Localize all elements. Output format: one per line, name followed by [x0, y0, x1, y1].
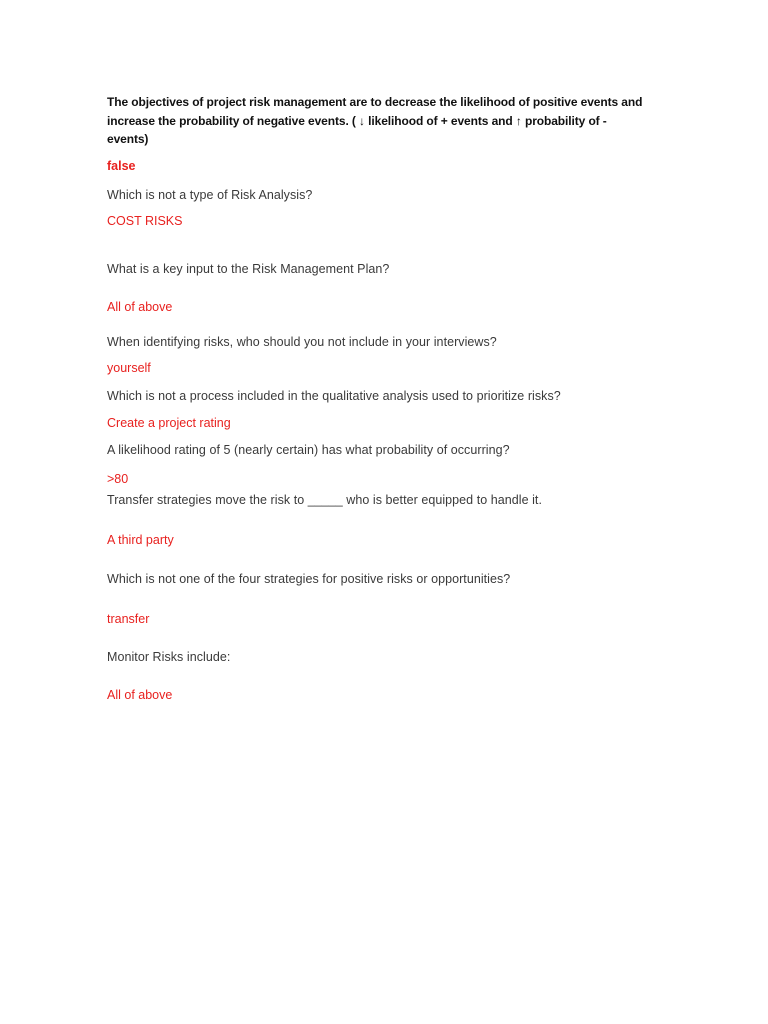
question-2: What is a key input to the Risk Management Plan?: [107, 262, 390, 276]
question-7: Which is not one of the four strategies for positive risks or opportunities?: [107, 572, 511, 586]
answer-6: A third party: [107, 533, 174, 547]
answer-8: All of above: [107, 688, 173, 702]
intro-line-3: events): [107, 132, 149, 146]
answer-5: >80: [107, 472, 129, 486]
intro-answer: false: [107, 159, 136, 173]
intro-question: [107, 93, 657, 149]
question-5: A likelihood rating of 5 (nearly certain) has what probability of occurring?: [107, 443, 510, 457]
answer-1: COST RISKS: [107, 214, 183, 228]
answer-7: transfer: [107, 612, 150, 626]
answer-4: Create a project rating: [107, 416, 231, 430]
intro-line-2: increase the probability of negative events. ( ↓ likelihood of + events and ↑ probability of -: [107, 113, 607, 128]
question-3: When identifying risks, who should you not include in your interviews?: [107, 335, 497, 349]
question-8: Monitor Risks include:: [107, 650, 231, 664]
question-6: Transfer strategies move the risk to _____ who is better equipped to handle it.: [107, 493, 542, 507]
answer-3: yourself: [107, 361, 151, 375]
intro-line-1: The objectives of project risk management are to decrease the likelihood of positive events and: [107, 95, 643, 109]
question-1: Which is not a type of Risk Analysis?: [107, 188, 313, 202]
question-4: Which is not a process included in the qualitative analysis used to prioritize risks?: [107, 389, 561, 403]
answer-2: All of above: [107, 300, 173, 314]
